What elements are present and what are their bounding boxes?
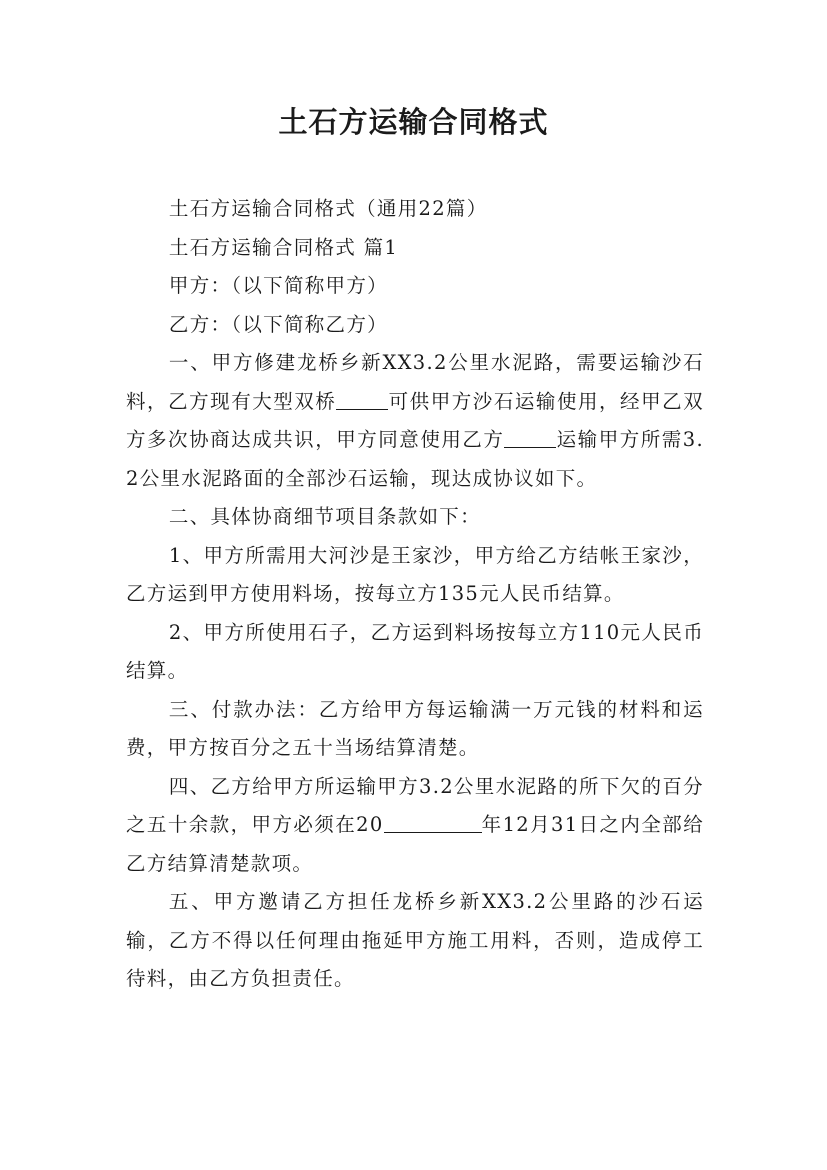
clause-4-text-b: 年12月31日之内全部给乙方结算清楚款项。 xyxy=(126,813,705,875)
fill-in-blank-vehicle xyxy=(336,389,388,410)
paragraph-item-1: 1、甲方所需用大河沙是王家沙，甲方给乙方结帐王家沙，乙方运到甲方使用料场，按每立方135元人民币结算。 xyxy=(126,543,704,605)
document-title: 土石方运输合同格式 xyxy=(278,105,549,139)
paragraph-section-heading: 土石方运输合同格式 篇1 xyxy=(168,235,399,259)
clause-1-text-b: 可供甲方沙石运输使用，经甲乙双方多次协商达成共识，甲方同意使用乙方 xyxy=(126,389,704,451)
document-body xyxy=(126,190,704,999)
paragraph-item-2: 2、甲方所使用石子，乙方运到料场按每立方110元人民币结算。 xyxy=(126,620,704,682)
clause-1-text-a: 一、甲方修建龙桥乡新XX3.2公里水泥路，需要运输沙石料，乙方现有大型双桥 xyxy=(126,351,704,413)
paragraph-party-b: 乙方：（以下简称乙方） xyxy=(168,312,388,336)
paragraph-clause-5: 五、甲方邀请乙方担任龙桥乡新XX3.2公里路的沙石运输，乙方不得以任何理由拖延甲方施工用料，否则，造成停工待料，由乙方负担责任。 xyxy=(126,890,704,990)
paragraph-clause-4 xyxy=(126,768,704,884)
clause-4-text-a: 四、乙方给甲方所运输甲方3.2公里水泥路的所下欠的百分之五十余款，甲方必须在20 xyxy=(126,774,704,836)
paragraph-clause-1 xyxy=(126,344,704,498)
paragraph-clause-2: 二、具体协商细节项目条款如下： xyxy=(168,505,481,528)
clause-1-text-c: 运输甲方所需3.2公里水泥路面的全部沙石运输，现达成协议如下。 xyxy=(126,428,704,490)
fill-in-blank-year xyxy=(384,813,482,834)
paragraph-clause-3: 三、付款办法：乙方给甲方每运输满一万元钱的材料和运费，甲方按百分之五十当场结算清楚。 xyxy=(126,697,704,759)
fill-in-blank-vehicle-2 xyxy=(504,428,556,449)
paragraph-party-a: 甲方：（以下简称甲方） xyxy=(168,274,388,297)
paragraph-subtitle: 土石方运输合同格式（通用22篇） xyxy=(168,197,488,220)
